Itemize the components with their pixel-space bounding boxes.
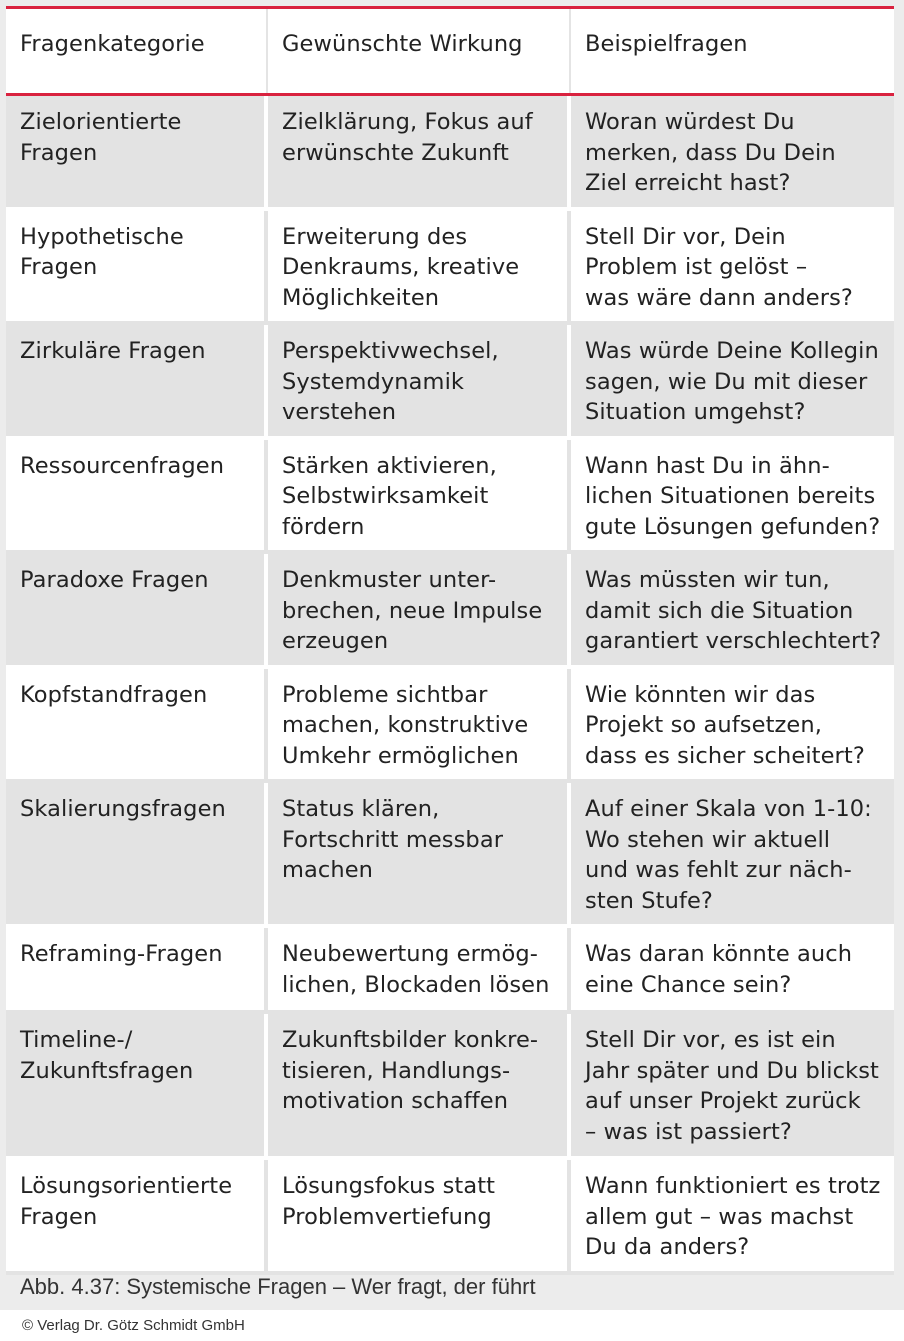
header-example: Beispielfragen xyxy=(571,9,894,93)
cell-category: Zirkuläre Fragen xyxy=(6,325,268,440)
table-row xyxy=(6,1160,894,1275)
table-header xyxy=(6,9,894,93)
cell-example: Was würde Deine Kollegin sagen, wie Du mit dieser Situation umgehst? xyxy=(571,325,894,440)
cell-example: Was daran könnte auch eine Chance sein? xyxy=(571,928,894,1014)
cell-example: Stell Dir vor, es ist ein Jahr später und Du blickst auf unser Projekt zurück – was ist passiert? xyxy=(571,1014,894,1160)
table-row xyxy=(6,325,894,440)
cell-example: Woran würdest Du merken, dass Du Dein Ziel erreicht hast? xyxy=(571,96,894,211)
table-body xyxy=(6,96,894,1275)
cell-category: Zielorientierte Fragen xyxy=(6,96,268,211)
cell-category: Reframing-Fragen xyxy=(6,928,268,1014)
table-row xyxy=(6,96,894,211)
cell-effect: Status klären, Fortschritt messbar machen xyxy=(268,783,571,928)
cell-category: Kopfstandfragen xyxy=(6,669,268,784)
cell-effect: Probleme sichtbar machen, konstruktive Umkehr ermöglichen xyxy=(268,669,571,784)
cell-category: Paradoxe Fragen xyxy=(6,554,268,669)
cell-effect: Perspektivwechsel, Systemdynamik verstehen xyxy=(268,325,571,440)
cell-category: Lösungsorientierte Fragen xyxy=(6,1160,268,1275)
table-row xyxy=(6,783,894,928)
header-effect: Gewünschte Wirkung xyxy=(268,9,571,93)
cell-category: Hypothetische Fragen xyxy=(6,211,268,326)
table-row xyxy=(6,1014,894,1160)
cell-example: Auf einer Skala von 1-10: Wo stehen wir aktuell und was fehlt zur näch- sten Stufe? xyxy=(571,783,894,928)
cell-example: Wann hast Du in ähn- lichen Situationen bereits gute Lösungen gefunden? xyxy=(571,440,894,555)
cell-example: Was müssten wir tun, damit sich die Situation garantiert verschlechtert? xyxy=(571,554,894,669)
cell-effect: Lösungsfokus statt Problemvertiefung xyxy=(268,1160,571,1275)
header-category: Fragenkategorie xyxy=(6,9,268,93)
table-row xyxy=(6,669,894,784)
cell-category: Timeline-/ Zukunftsfragen xyxy=(6,1014,268,1160)
cell-effect: Stärken aktivieren, Selbstwirksamkeit fördern xyxy=(268,440,571,555)
copyright-bar xyxy=(0,1310,904,1341)
cell-category: Skalierungsfragen xyxy=(6,783,268,928)
table-row xyxy=(6,928,894,1014)
cell-category: Ressourcenfragen xyxy=(6,440,268,555)
questions-table xyxy=(6,9,894,93)
cell-example: Stell Dir vor, Dein Problem ist gelöst – was wäre dann anders? xyxy=(571,211,894,326)
cell-effect: Neubewertung ermög- lichen, Blockaden lösen xyxy=(268,928,571,1014)
cell-example: Wie könnten wir das Projekt so aufsetzen, dass es sicher scheitert? xyxy=(571,669,894,784)
cell-example: Wann funktioniert es trotz allem gut – was machst Du da anders? xyxy=(571,1160,894,1275)
cell-effect: Erweiterung des Denkraums, kreative Möglichkeiten xyxy=(268,211,571,326)
copyright-text: © Verlag Dr. Götz Schmidt GmbH xyxy=(22,1317,245,1334)
questions-table-wrap xyxy=(6,6,894,1275)
cell-effect: Denkmuster unter- brechen, neue Impulse erzeugen xyxy=(268,554,571,669)
table-row xyxy=(6,440,894,555)
table-row xyxy=(6,211,894,326)
figure-caption: Abb. 4.37: Systemische Fragen – Wer fragt, der führt xyxy=(20,1274,536,1299)
table-row xyxy=(6,554,894,669)
cell-effect: Zielklärung, Fokus auf erwünschte Zukunft xyxy=(268,96,571,211)
cell-effect: Zukunftsbilder konkre- tisieren, Handlungs- motivation schaffen xyxy=(268,1014,571,1160)
questions-table-body xyxy=(6,96,894,1275)
